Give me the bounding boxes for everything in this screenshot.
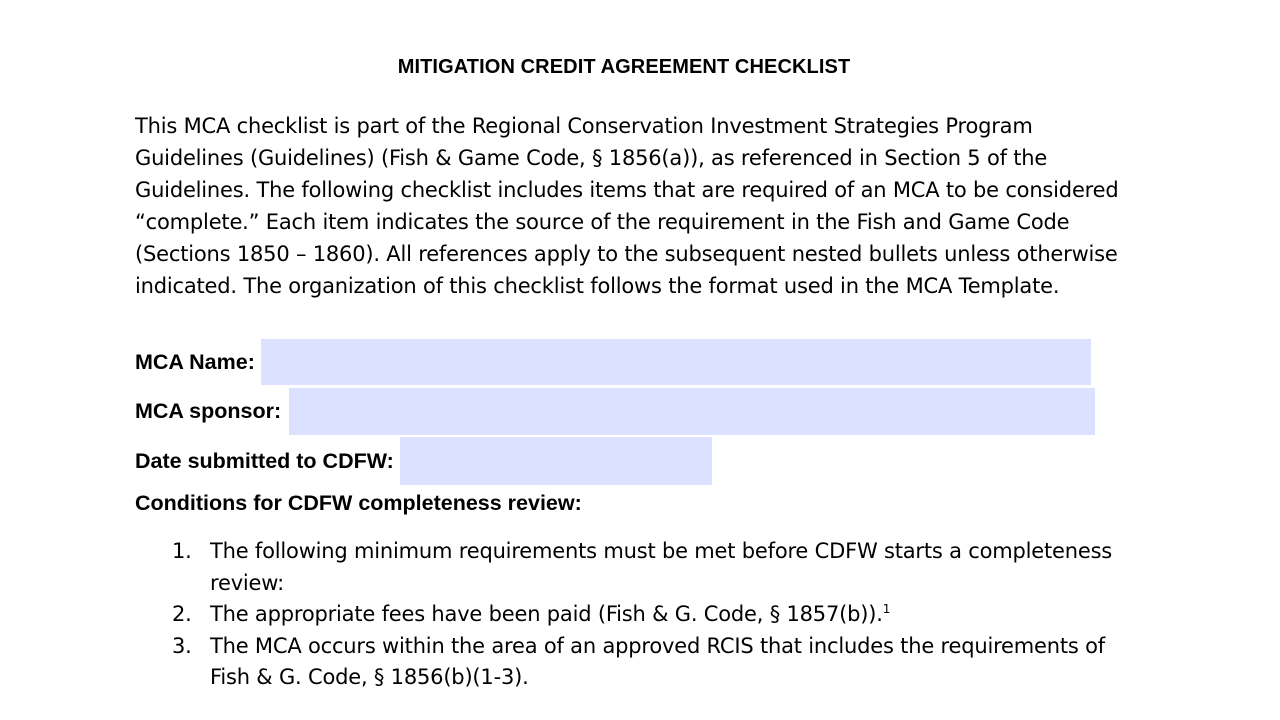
date-submitted-field[interactable] — [400, 437, 712, 485]
mca-name-field[interactable] — [261, 339, 1091, 385]
list-item — [135, 536, 1125, 599]
conditions-heading: Conditions for CDFW completeness review: — [135, 491, 582, 515]
list-item-number: 1. — [172, 539, 192, 563]
list-item — [135, 631, 1125, 694]
list-item — [135, 599, 1125, 631]
mca-sponsor-row — [135, 388, 1095, 435]
date-submitted-label: Date submitted to CDFW: — [135, 448, 394, 473]
list-item-text: The appropriate fees have been paid (Fish & G. Code, § 1857(b)). — [210, 602, 883, 626]
list-item-number: 3. — [172, 633, 192, 658]
list-item-text: The following minimum requirements must be met before CDFW starts a completeness review: — [210, 539, 1113, 595]
mca-sponsor-field[interactable] — [289, 388, 1095, 435]
date-submitted-row — [135, 437, 712, 485]
mca-name-label: MCA Name: — [135, 349, 255, 374]
mca-name-row — [135, 339, 1091, 385]
mca-sponsor-label: MCA sponsor: — [135, 399, 282, 423]
list-item-text: The MCA occurs within the area of an approved RCIS that includes the requirements of Fish & G. Code, § 1856(b)(1-3). — [210, 633, 1105, 689]
list-item-number: 2. — [172, 602, 192, 626]
footnote-reference[interactable]: 1 — [882, 602, 891, 616]
intro-paragraph: This MCA checklist is part of the Regional Conservation Investment Strategies Program Guidelines (Guidelines) (Fish & Game Code, § 1856(a)), as referenced in Section 5 of the Guidelines. The following checklist includes items that are required of an MCA to be considered “complete.” Each item indicates the source of the requirement in the Fish and Game Code (Sections 1850 – 1860). All references apply to the subsequent nested bullets unless otherwise indicated. The organization of this checklist follows the format used in the MCA Template. — [135, 114, 1119, 298]
conditions-list — [135, 536, 1125, 694]
document-title: MITIGATION CREDIT AGREEMENT CHECKLIST — [397, 56, 851, 78]
